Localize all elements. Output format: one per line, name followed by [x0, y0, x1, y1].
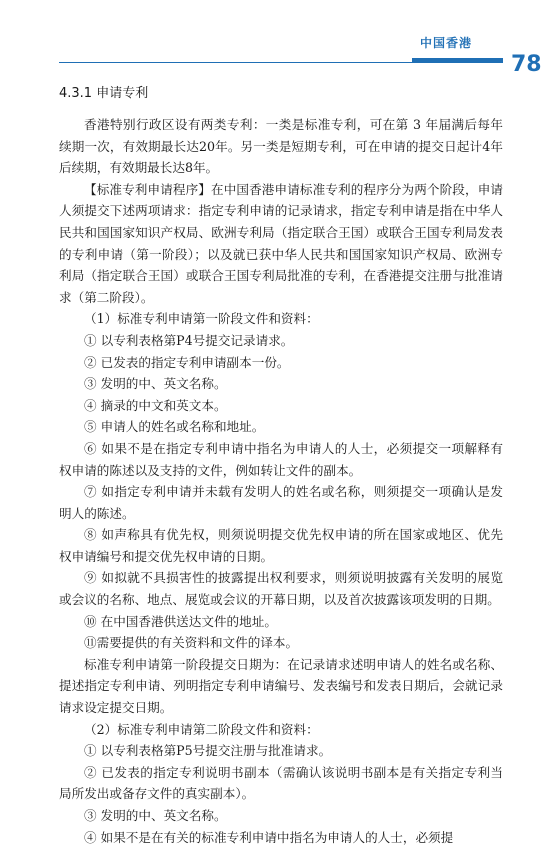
list-item: ⑨ 如拟就不具损害性的披露提出权利要求，则须说明披露有关发明的展览或会议的名称、地点、展览或会议的开幕日期，以及首次披露该项发明的日期。 [59, 570, 503, 608]
list-item: ③ 发明的中、英文名称。 [84, 376, 227, 392]
document-body [59, 82, 503, 848]
header-region-label: 中国香港 [420, 36, 473, 50]
list-item: ② 已发表的指定专利申请副本一份。 [84, 354, 290, 370]
list-item: ① 以专利表格第P4号提交记录请求。 [84, 332, 294, 348]
list-item: ④ 如果不是在有关的标准专利申请中指名为申请人的人士，必须提 [84, 829, 454, 845]
list-item: ⑦ 如指定专利申请并未载有发明人的姓名或名称，则须提交一项确认是发明人的陈述。 [59, 484, 503, 521]
list-item: ⑪需要提供的有关资料和文件的译本。 [84, 635, 299, 651]
list-item: ⑥ 如果不是在指定专利申请中指名为申请人的人士，必须提交一项解释有权申请的陈述以及支持的文件，例如转让文件的副本。 [59, 440, 503, 478]
paragraph: 【标准专利申请程序】在中国香港申请标准专利的程序分为两个阶段，申请人须提交下述两项请求：指定专利申请的记录请求，指定专利申请是指在中华人民共和国国家知识产权局、欧洲专利局（指定联合王国）或联合王国专利局发表的专利申请（第一阶段）；以及就已获中华人民共和国国家知识产权局、欧洲专利局（指定联合王国）或联合王国专利局批准的专利，在香港提交注册与批准请求（第二阶段）。 [59, 181, 503, 305]
list-item: ④ 摘录的中文和英文本。 [84, 397, 227, 413]
list-item: ⑧ 如声称具有优先权，则须说明提交优先权申请的所在国家或地区、优先权申请编号和提交优先权申请的日期。 [59, 527, 503, 564]
section-title: 4.3.1 申请专利 [59, 86, 149, 101]
header-rule [59, 62, 503, 63]
list-item: ⑩ 在中国香港供送达文件的地址。 [84, 613, 277, 629]
list-item: ① 以专利表格第P5号提交注册与批准请求。 [84, 743, 332, 759]
page-number: 78 [511, 52, 542, 77]
list-heading: （2）标准专利申请第二阶段文件和资料： [84, 721, 319, 737]
paragraph: 香港特别行政区设有两类专利：一类是标准专利，可在第 3 年届满后每年续期一次，有效期最长达20年。另一类是短期专利，可在申请的提交日起计4年后续期，有效期最长达8年。 [59, 117, 503, 176]
list-item: ② 已发表的指定专利说明书副本（需确认该说明书副本是有关指定专利当局所发出或备存文件的真实副本）。 [59, 764, 503, 802]
list-heading: （1）标准专利申请第一阶段文件和资料： [84, 311, 319, 327]
list-item: ⑤ 申请人的姓名或名称和地址。 [84, 419, 265, 435]
paragraph: 标准专利申请第一阶段提交日期为：在记录请求述明申请人的姓名或名称、提述指定专利申请、列明指定专利申请编号、发表编号和发表日期后，会就记录请求设定提交日期。 [59, 656, 503, 716]
list-item: ③ 发明的中、英文名称。 [84, 808, 227, 823]
